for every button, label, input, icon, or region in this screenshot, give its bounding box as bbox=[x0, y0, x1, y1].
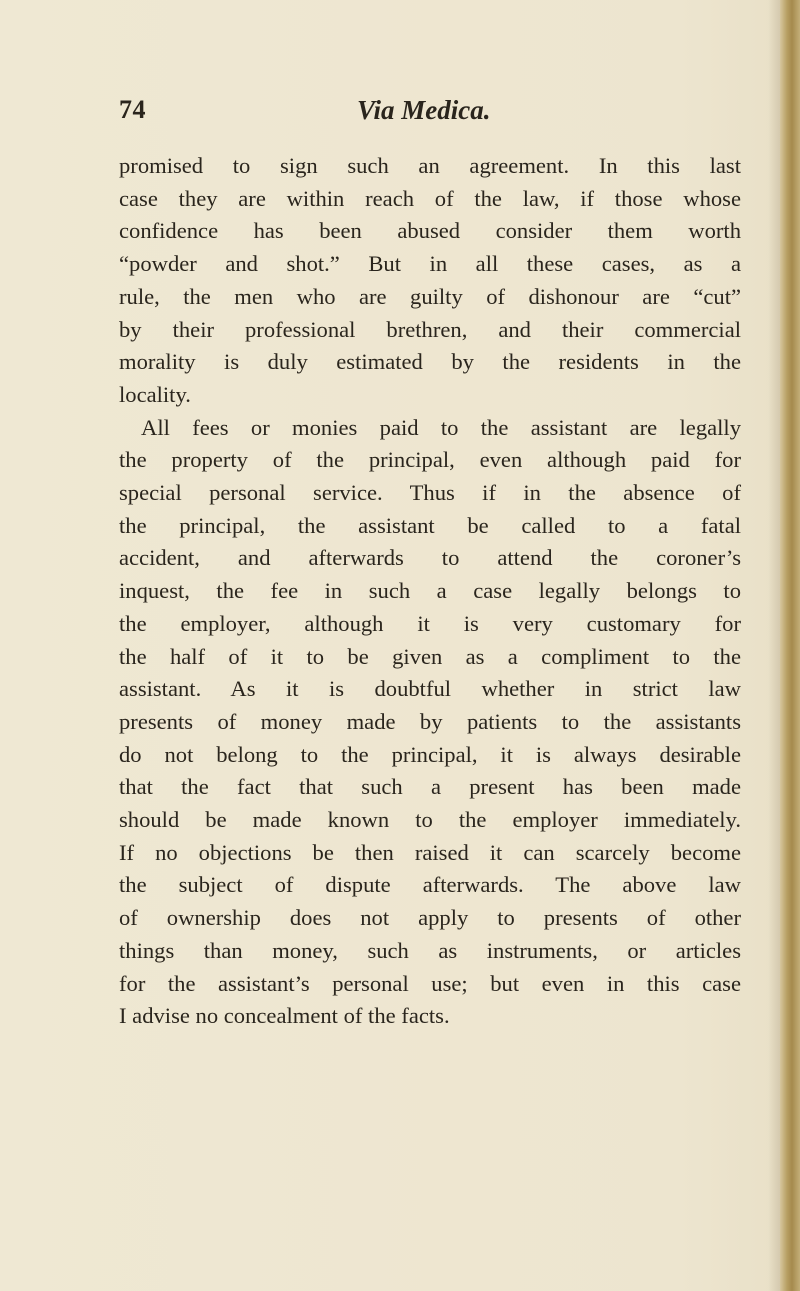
text-line: presents of money made by patients to the assistants bbox=[119, 708, 741, 734]
text-line: the subject of dispute afterwards. The above law bbox=[119, 872, 741, 898]
running-title: Via Medica. bbox=[357, 95, 491, 125]
text-line: should be made known to the employer immediately. bbox=[119, 807, 741, 833]
text-line: do not belong to the principal, it is always desirable bbox=[119, 741, 741, 767]
text-line: locality. bbox=[119, 381, 191, 407]
page-number: 74 bbox=[119, 95, 146, 124]
text-line: the property of the principal, even although paid for bbox=[119, 447, 741, 473]
text-line: confidence has been abused consider them worth bbox=[119, 218, 741, 244]
text-line: the employer, although it is very customary for bbox=[119, 610, 741, 636]
text-line: special personal service. Thus if in the absence of bbox=[119, 480, 741, 506]
text-line: that the fact that such a present has been made bbox=[119, 774, 741, 800]
text-line: promised to sign such an agreement. In this last bbox=[119, 153, 741, 178]
text-line: the half of it to be given as a compliment to the bbox=[119, 643, 741, 669]
text-line: If no objections be then raised it can scarcely become bbox=[119, 839, 741, 865]
text-line: accident, and afterwards to attend the coroner’s bbox=[119, 545, 741, 571]
text-line: assistant. As it is doubtful whether in strict law bbox=[119, 676, 741, 702]
text-line: things than money, such as instruments, or articles bbox=[119, 937, 741, 963]
text-line: of ownership does not apply to presents of other bbox=[119, 905, 741, 931]
text-line: “powder and shot.” But in all these cases, as a bbox=[119, 251, 741, 277]
text-line: All fees or monies paid to the assistant are legally bbox=[141, 414, 741, 440]
text-line: the principal, the assistant be called to a fatal bbox=[119, 512, 741, 538]
body-text bbox=[119, 150, 741, 1033]
text-line: I advise no concealment of the facts. bbox=[119, 1003, 450, 1029]
book-binding-edge bbox=[780, 0, 800, 1291]
binding-shadow bbox=[768, 0, 780, 1291]
paragraph-2 bbox=[119, 412, 741, 1033]
text-line: inquest, the fee in such a case legally belongs to bbox=[119, 578, 741, 604]
text-line: morality is duly estimated by the residents in the bbox=[119, 349, 741, 375]
paragraph-1 bbox=[119, 150, 741, 412]
running-head bbox=[0, 95, 800, 135]
text-line: for the assistant’s personal use; but even in this case bbox=[119, 970, 741, 996]
text-line: rule, the men who are guilty of dishonour are “cut” bbox=[119, 283, 741, 309]
text-line: by their professional brethren, and their commercial bbox=[119, 316, 741, 342]
text-line: case they are within reach of the law, if those whose bbox=[119, 185, 741, 211]
